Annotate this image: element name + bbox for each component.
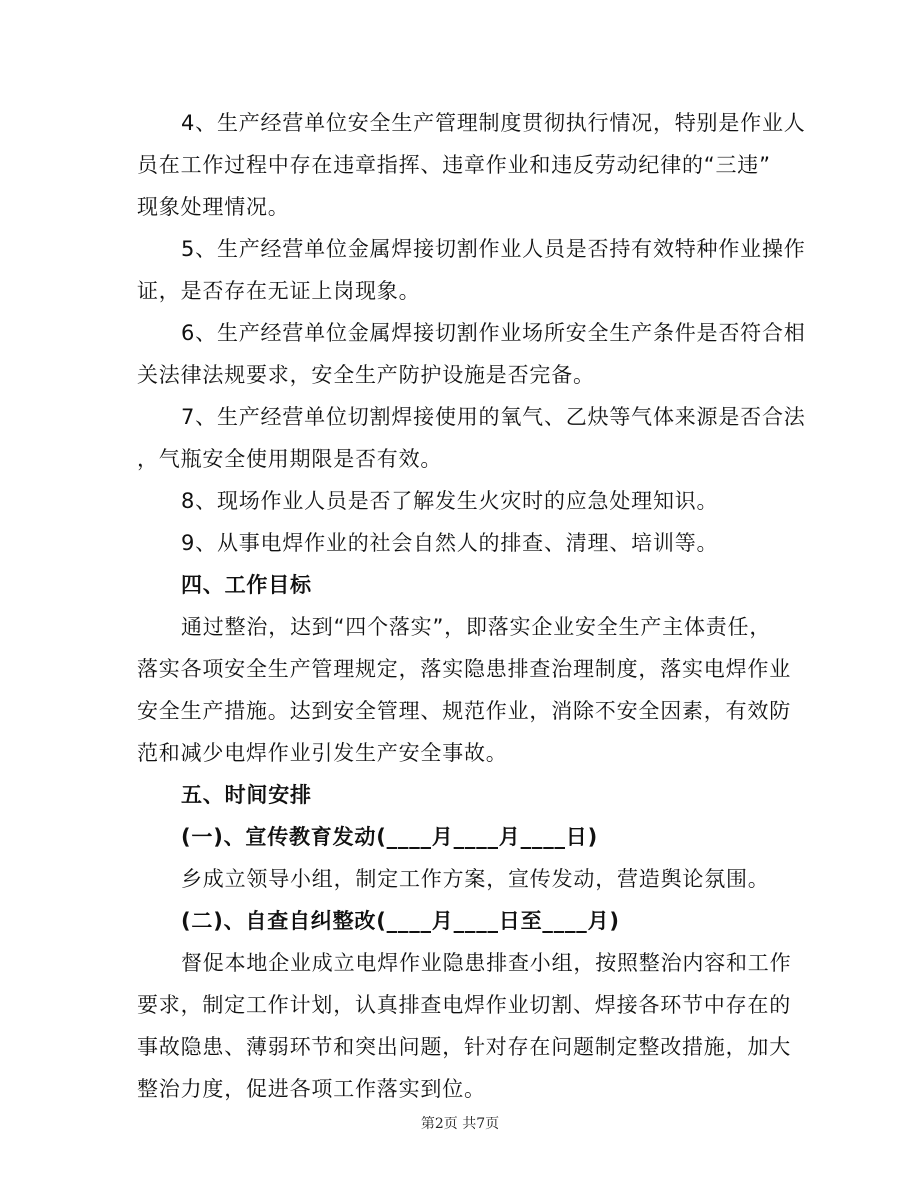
paragraph-line: 落实各项安全生产管理规定，落实隐患排查治理制度，落实电焊作业	[137, 657, 791, 681]
paragraph-item-6	[137, 312, 806, 396]
paragraph-item-7	[137, 396, 806, 480]
paragraph-item-8	[137, 480, 789, 522]
section-heading-text: 四、工作目标	[181, 573, 312, 597]
paragraph-item-4	[137, 102, 806, 228]
paragraph-line: 范和减少电焊作业引发生产安全事故。	[137, 741, 508, 765]
paragraph-line: 通过整治，达到“四个落实”，即落实企业安全生产主体责任，	[181, 615, 772, 639]
paragraph-line: 乡成立领导小组，制定工作方案，宣传发动，营造舆论氛围。	[181, 867, 770, 891]
paragraph-line: 7、生产经营单位切割焊接使用的氧气、乙炔等气体来源是否合法	[181, 405, 806, 429]
paragraph-line: 4、生产经营单位安全生产管理制度贯彻执行情况，特别是作业人	[181, 111, 806, 135]
subsection-heading-phase-2	[137, 900, 789, 942]
subsection-heading-text: (一)、宣传教育发动(____月____月____日)	[181, 825, 598, 849]
paragraph-line: 整治力度，促进各项工作落实到位。	[137, 1077, 486, 1101]
paragraph-item-5	[137, 228, 806, 312]
section-heading-text: 五、时间安排	[181, 783, 312, 807]
section-heading-schedule	[137, 774, 789, 816]
paragraph-line: 6、生产经营单位金属焊接切割作业场所安全生产条件是否符合相	[181, 321, 806, 345]
paragraph-line: 员在工作过程中存在违章指挥、违章作业和违反劳动纪律的“三违”	[137, 153, 771, 177]
paragraph-line: ，气瓶安全使用期限是否有效。	[137, 447, 443, 471]
paragraph-phase-1	[137, 858, 789, 900]
paragraph-line: 证，是否存在无证上岗现象。	[137, 279, 421, 303]
page-number-footer: 第2页 共7页	[420, 1116, 500, 1132]
paragraph-line: 要求，制定工作计划，认真排查电焊作业切割、焊接各环节中存在的	[137, 993, 791, 1017]
paragraph-line: 安全生产措施。达到安全管理、规范作业，消除不安全因素，有效防	[137, 699, 791, 723]
paragraph-phase-2	[137, 942, 792, 1110]
subsection-heading-text: (二)、自查自纠整改(____月____日至____月)	[181, 909, 620, 933]
paragraph-line: 9、从事电焊作业的社会自然人的排查、清理、培训等。	[181, 531, 719, 555]
paragraph-line: 5、生产经营单位金属焊接切割作业人员是否持有效特种作业操作	[181, 237, 806, 261]
paragraph-line: 8、现场作业人员是否了解发生火灾时的应急处理知识。	[181, 489, 719, 513]
subsection-heading-phase-1	[137, 816, 789, 858]
paragraph-line: 事故隐患、薄弱环节和突出问题，针对存在问题制定整改措施，加大	[137, 1035, 791, 1059]
paragraph-work-goals	[137, 606, 789, 774]
paragraph-line: 督促本地企业成立电焊作业隐患排查小组，按照整治内容和工作	[181, 951, 792, 975]
paragraph-line: 现象处理情况。	[137, 195, 290, 219]
paragraph-line: 关法律法规要求，安全生产防护设施是否完备。	[137, 363, 595, 387]
section-heading-work-goals	[137, 564, 789, 606]
paragraph-item-9	[137, 522, 789, 564]
